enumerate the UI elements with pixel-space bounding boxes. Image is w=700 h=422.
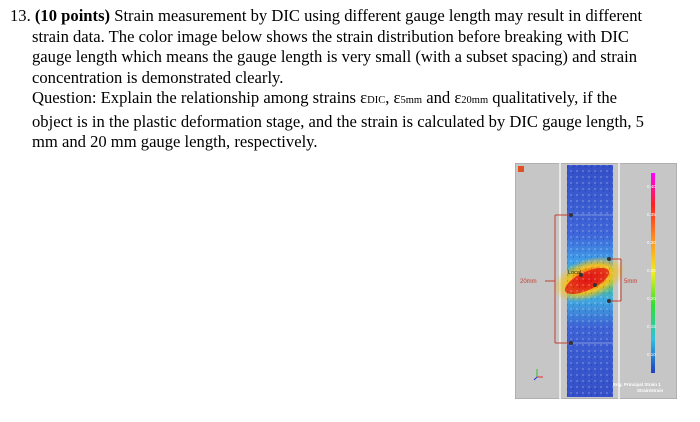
corner-marker: [518, 166, 524, 172]
scale-tick-label: 0.10: [647, 352, 656, 357]
question-line-3: gauge length which means the gauge length is very small (with a subset spacing) and strain: [32, 47, 638, 66]
question-points: (10 points): [34, 6, 111, 25]
question-line-2: strain data. The color image below shows the strain distribution before breaking with DIC: [32, 26, 629, 46]
scale-tick-label: 0.35: [647, 212, 656, 217]
question-line-6: object is in the plastic deformation stage, and the strain is calculated by DIC gauge length, 5: [32, 111, 644, 131]
question-line-4: concentration is demonstrated clearly.: [32, 67, 284, 87]
color-scale-bar: [651, 173, 655, 373]
gauge-point: [569, 341, 573, 345]
scale-tick-label: 0.30: [647, 240, 656, 245]
question-line-5: [10, 88, 690, 112]
scale-tick-label: 0.15: [647, 324, 656, 329]
question-line-5-a: Question: Explain the relationship among strains ε: [32, 88, 368, 107]
scale-tick-label: 0.40: [647, 184, 656, 189]
dic-strain-image: [515, 163, 677, 399]
subscript-dic: DIC: [367, 95, 386, 106]
gauge-point: [607, 257, 611, 261]
local-point: [593, 283, 597, 287]
question-line-1-text: Strain measurement by DIC using different gauge length may result in different: [114, 6, 643, 25]
question-number: 13.: [10, 6, 31, 25]
label-local: Local: [568, 270, 582, 276]
scale-tick-label: 0.20: [647, 296, 656, 301]
separator-2: and ε: [422, 88, 462, 107]
question-line-5-b: qualitatively, if the: [488, 88, 618, 107]
scale-tick-label: 0.25: [647, 268, 656, 273]
question-text: [10, 6, 690, 153]
label-20mm: 20mm: [520, 279, 537, 285]
separator-1: , ε: [385, 88, 401, 107]
subscript-20mm: 20mm: [461, 95, 489, 106]
speckle-pattern: [567, 165, 613, 397]
question-line-7: mm and 20 mm gauge length, respectively.: [32, 132, 318, 151]
gauge-point: [569, 213, 573, 217]
label-5mm: 5mm: [624, 279, 638, 285]
question-line-1: [10, 6, 690, 27]
subscript-5mm: 5mm: [400, 95, 423, 106]
scale-unit: Strain/strain: [637, 388, 664, 393]
scale-title: Eng. Principal Strain 1: [613, 382, 661, 387]
dic-strain-map: [515, 163, 677, 399]
gauge-point: [607, 299, 611, 303]
